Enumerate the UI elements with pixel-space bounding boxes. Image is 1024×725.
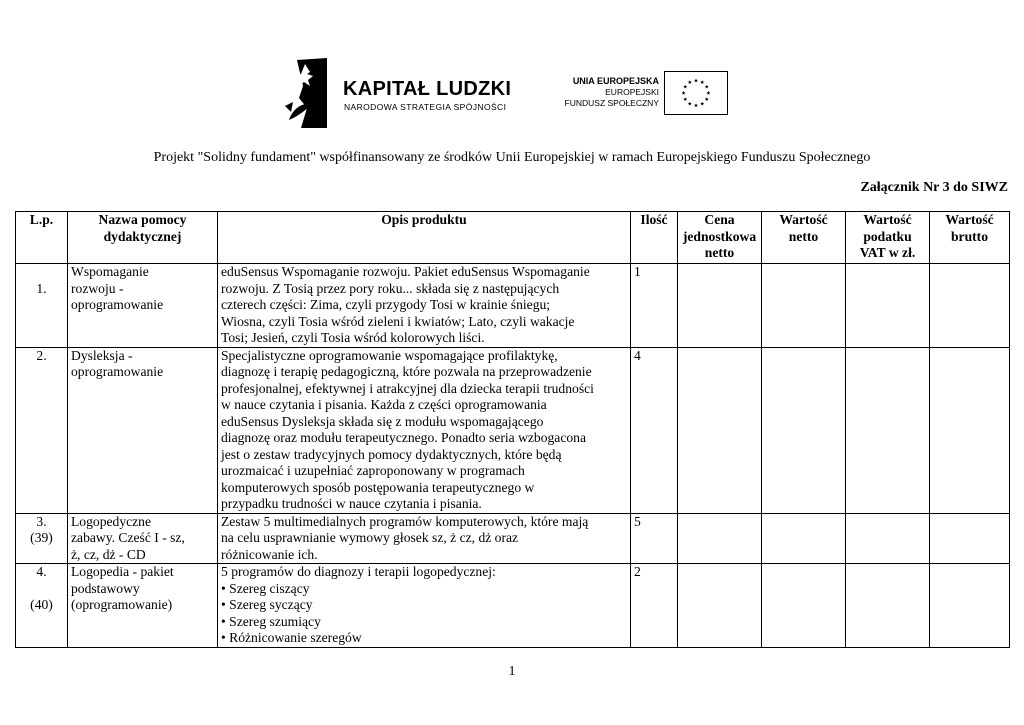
cell-opis: 5 programów do diagnozy i terapii logopedycznej: • Szereg ciszący • Szereg syczący • Szereg szumiący • Różnicowanie szeregów: [218, 564, 631, 648]
attachment-label: Załącznik Nr 3 do SIWZ: [860, 180, 1008, 195]
eu-star-icon: [682, 91, 686, 95]
cell-nazwa: Wspomaganie rozwoju - oprogramowanie: [68, 264, 218, 348]
col-header-ilosc: Ilość: [631, 212, 678, 264]
eu-star-icon: [706, 91, 710, 95]
cell-cena: [678, 264, 762, 348]
table-row: [16, 264, 1010, 348]
cell-vat: [846, 264, 930, 348]
cell-vat: [846, 513, 930, 564]
cell-vat: [846, 564, 930, 648]
cell-netto: [762, 264, 846, 348]
page-number: 1: [508, 664, 516, 679]
cell-ilosc: 5: [631, 513, 678, 564]
kapital-ludzki-title: KAPITAŁ LUDZKI: [343, 78, 512, 100]
cell-cena: [678, 513, 762, 564]
cell-nazwa: Dysleksja - oprogramowanie: [68, 347, 218, 513]
cell-netto: [762, 347, 846, 513]
eu-flag-icon: [664, 71, 728, 115]
cell-opis: eduSensus Wspomaganie rozwoju. Pakiet eduSensus Wspomaganie rozwoju. Z Tosią przez pory roku... składa się z następujących czterech części: Zima, czyli przygody Tosi w krainie śniegu; Wiosna, czyli Tosia wśród zieleni i kwiatów; Lato, czyli wakacje Tosi; Jesień, czyli Tosia wśród kolorowych liści.: [218, 264, 631, 348]
col-header-cena: Cena jednostkowa netto: [678, 212, 762, 264]
eu-star-icon: [688, 102, 692, 106]
cell-lp: 2.: [16, 347, 68, 513]
cell-ilosc: 2: [631, 564, 678, 648]
eu-star-icon: [705, 97, 709, 101]
logo-bar: [0, 58, 1024, 133]
cell-brutto: [930, 264, 1010, 348]
cell-ilosc: 4: [631, 347, 678, 513]
col-header-opis: Opis produktu: [218, 212, 631, 264]
cell-brutto: [930, 564, 1010, 648]
eu-star-icon: [683, 97, 687, 101]
cell-opis: Zestaw 5 multimedialnych programów komputerowych, które mają na celu usprawnianie wymowy głosek sz, ż cz, dż oraz różnicowanie ich.: [218, 513, 631, 564]
col-header-brutto: Wartość brutto: [930, 212, 1010, 264]
ue-label: [509, 76, 659, 109]
cell-brutto: [930, 513, 1010, 564]
cell-nazwa: Logopedyczne zabawy. Cześć I - sz, ż, cz, dż - CD: [68, 513, 218, 564]
kapital-ludzki-subtitle: NARODOWA STRATEGIA SPÓJNOŚCI: [344, 102, 507, 112]
table-row: [16, 347, 1010, 513]
eu-star-icon: [700, 102, 704, 106]
cell-netto: [762, 513, 846, 564]
ue-line-1: UNIA EUROPEJSKA: [572, 76, 659, 86]
kapital-ludzki-logo-icon: [283, 58, 327, 128]
ue-line-3: FUNDUSZ SPOŁECZNY: [564, 98, 659, 108]
cell-nazwa: Logopedia - pakiet podstawowy (oprogramowanie): [68, 564, 218, 648]
table-header-row: [16, 212, 1010, 264]
eu-star-icon: [683, 85, 687, 89]
cell-vat: [846, 347, 930, 513]
col-header-vat: Wartość podatku VAT w zł.: [846, 212, 930, 264]
col-header-lp: L.p.: [16, 212, 68, 264]
cell-lp: 3. (39): [16, 513, 68, 564]
cell-opis: Specjalistyczne oprogramowanie wspomagające profilaktykę, diagnozę i terapię pedagogiczną, które pozwala na przeprowadzenie profesjonalnej, efektywnej i atrakcyjnej dla dziecka terapii trudności w nauce czytania i pisania. Każda z części oprogramowania eduSensus Dysleksja składa się z modułu wspomagającego diagnozę oraz modułu terapeutycznego. Ponadto seria wzbogacona jest o zestaw tradycyjnych pomocy dydaktycznych, które będą urozmaicać i uzupełniać zaproponowany w programach komputerowych sposób postępowania terapeutycznego w przypadku trudności w nauce czytania i pisania.: [218, 347, 631, 513]
cell-lp: 4. (40): [16, 564, 68, 648]
cell-ilosc: 1: [631, 264, 678, 348]
eu-star-icon: [705, 85, 709, 89]
cell-lp: 1.: [16, 264, 68, 348]
products-table: [15, 211, 1010, 648]
cell-cena: [678, 347, 762, 513]
cell-netto: [762, 564, 846, 648]
cell-cena: [678, 564, 762, 648]
eu-star-icon: [688, 80, 692, 84]
eu-star-icon: [694, 78, 698, 82]
col-header-nazwa: Nazwa pomocy dydaktycznej: [68, 212, 218, 264]
cell-brutto: [930, 347, 1010, 513]
table-row: [16, 564, 1010, 648]
project-line: Projekt "Solidny fundament" współfinansowany ze środków Unii Europejskiej w ramach Europejskiego Funduszu Społecznego: [153, 150, 871, 165]
eu-star-icon: [694, 103, 698, 107]
ue-line-2: EUROPEJSKI: [605, 87, 659, 97]
col-header-netto: Wartość netto: [762, 212, 846, 264]
eu-star-icon: [700, 80, 704, 84]
table-row: [16, 513, 1010, 564]
